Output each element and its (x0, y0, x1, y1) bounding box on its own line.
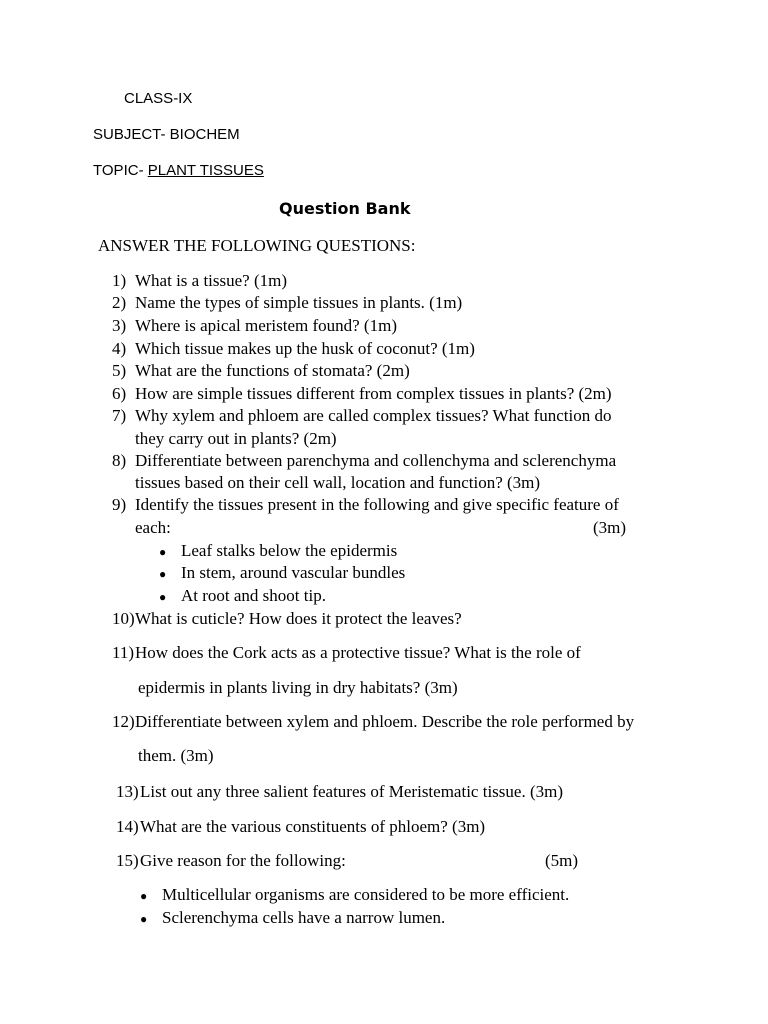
subject-line: SUBJECT- BIOCHEM (93, 126, 240, 143)
question-number: 15) (116, 851, 139, 870)
bullet-item: Leaf stalks below the epidermis (181, 541, 398, 560)
question-text-line-2: they carry out in plants? (2m) (135, 429, 337, 448)
bullet-icon: ● (159, 545, 167, 559)
question-number: 8) (112, 451, 127, 470)
question-text-line-2: tissues based on their cell wall, location and function? (3m) (135, 473, 541, 492)
document-title: Question Bank (279, 199, 411, 218)
question-text: What are the various constituents of phloem? (3m) (140, 817, 486, 836)
instruction-line: ANSWER THE FOLLOWING QUESTIONS: (98, 236, 416, 255)
question-text: List out any three salient features of Meristematic tissue. (3m) (140, 782, 563, 801)
question-number: 10) (112, 609, 135, 628)
question-marks: (5m) (545, 851, 579, 870)
class-line: CLASS-IX (124, 90, 193, 107)
question-text-line-1: Differentiate between xylem and phloem. Describe the role performed by (135, 712, 635, 731)
bullet-item: Multicellular organisms are considered to be more efficient. (162, 885, 570, 904)
question-text: What is cuticle? How does it protect the leaves? (135, 609, 462, 628)
question-text: How are simple tissues different from complex tissues in plants? (2m) (135, 384, 612, 403)
question-number: 4) (112, 339, 127, 358)
question-number: 3) (112, 316, 127, 335)
question-number: 7) (112, 406, 127, 425)
question-text-line-1: Identify the tissues present in the following and give specific feature of (135, 495, 619, 514)
question-marks: (3m) (593, 518, 627, 537)
bullet-icon: ● (140, 889, 148, 903)
bullet-item: At root and shoot tip. (181, 586, 326, 605)
question-text-line-1: Differentiate between parenchyma and collenchyma and sclerenchyma (135, 451, 617, 470)
question-text-line-1: Why xylem and phloem are called complex tissues? What function do (135, 406, 612, 425)
question-text: Name the types of simple tissues in plants. (1m) (135, 293, 463, 312)
topic-line (93, 162, 264, 179)
question-text-line-2: each: (135, 518, 171, 537)
bullet-item: Sclerenchyma cells have a narrow lumen. (162, 908, 446, 927)
question-number: 12) (112, 712, 135, 731)
question-number: 5) (112, 361, 127, 380)
bullet-icon: ● (159, 590, 167, 604)
question-text: Which tissue makes up the husk of coconut? (1m) (135, 339, 475, 358)
question-text: Where is apical meristem found? (1m) (135, 316, 397, 335)
question-text: What are the functions of stomata? (2m) (135, 361, 410, 380)
question-text-line-2: them. (3m) (138, 746, 214, 765)
question-number: 6) (112, 384, 127, 403)
question-number: 14) (116, 817, 139, 836)
question-number: 2) (112, 293, 127, 312)
question-text-line-2: epidermis in plants living in dry habitats? (3m) (138, 678, 458, 697)
topic-prefix: TOPIC- (93, 162, 148, 179)
topic-value: PLANT TISSUES (147, 162, 264, 179)
bullet-item: In stem, around vascular bundles (181, 563, 406, 582)
question-number: 9) (112, 495, 127, 514)
question-number: 13) (116, 782, 139, 801)
question-text: Give reason for the following: (140, 851, 346, 870)
question-text: What is a tissue? (1m) (135, 271, 288, 290)
question-number: 1) (112, 271, 127, 290)
bullet-icon: ● (159, 567, 167, 581)
question-number: 11) (112, 643, 135, 662)
bullet-icon: ● (140, 912, 148, 926)
question-text-line-1: How does the Cork acts as a protective tissue? What is the role of (135, 643, 581, 662)
